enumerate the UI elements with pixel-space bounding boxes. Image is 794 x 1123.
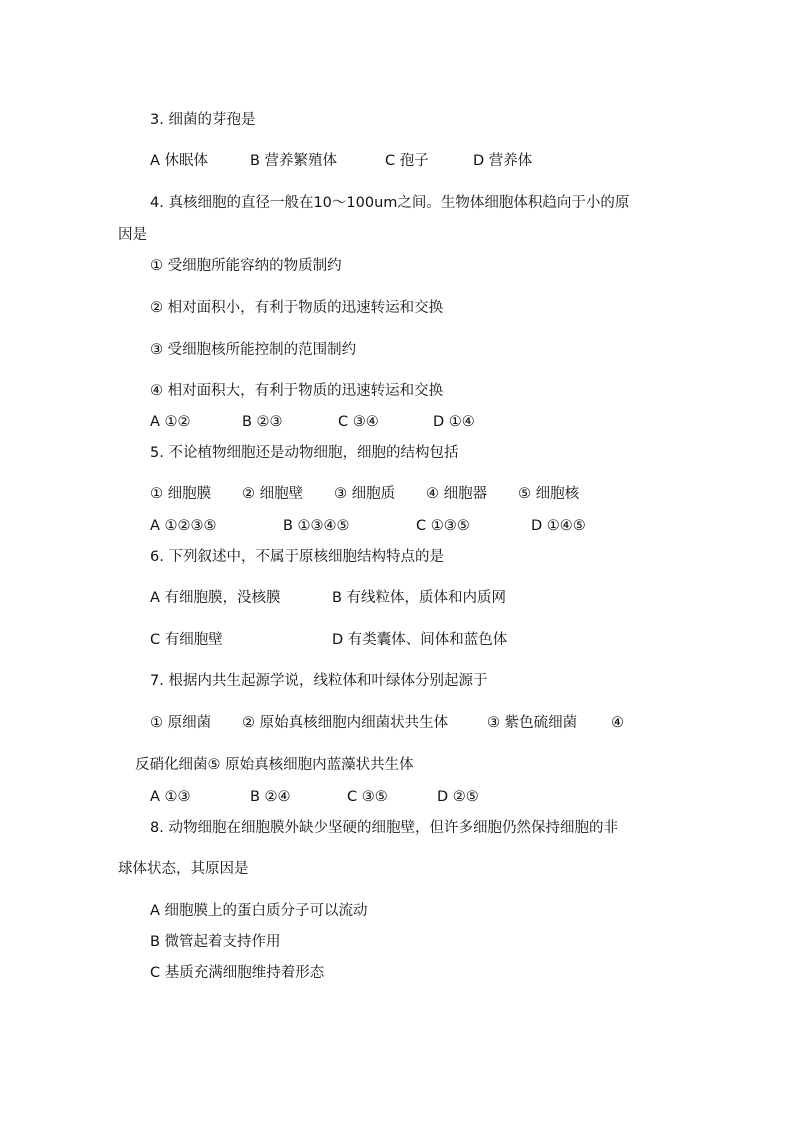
q3-option-a: A 休眠体 <box>150 153 209 169</box>
q3-option-d: D 营养体 <box>473 153 533 169</box>
q4-statement-3: ③ 受细胞核所能控制的范围制约 <box>150 342 357 358</box>
q7-item-3: ③ 紫色硫细菌 <box>487 715 578 731</box>
q5-item-5: ⑤ 细胞核 <box>518 486 580 502</box>
q4-options <box>150 412 475 432</box>
q6-option-c: C 有细胞壁 <box>150 632 223 648</box>
q5-item-3: ③ 细胞质 <box>334 486 396 502</box>
q7-option-d: D ②⑤ <box>437 789 479 805</box>
q4-option-d: D ①④ <box>433 414 475 430</box>
q4-option-b: B ②③ <box>242 414 283 430</box>
q8-stem: 8. 动物细胞在细胞膜外缺少坚硬的细胞壁，但许多细胞仍然保持细胞的非 <box>150 820 618 836</box>
q6-option-d: D 有类囊体、间体和蓝色体 <box>332 632 508 648</box>
q5-item-4: ④ 细胞器 <box>426 486 488 502</box>
q8-option-a: A 细胞膜上的蛋白质分子可以流动 <box>150 903 368 919</box>
q7-option-b: B ②④ <box>250 789 291 805</box>
q4-option-a: A ①② <box>150 414 191 430</box>
q3-stem: 3. 细菌的芽孢是 <box>150 112 256 128</box>
q7-item-2: ② 原始真核细胞内细菌状共生体 <box>242 715 449 731</box>
q7-items-line2: 反硝化细菌⑤ 原始真核细胞内蓝藻状共生体 <box>135 757 414 773</box>
q7-options <box>150 787 479 807</box>
q5-option-c: C ①③⑤ <box>416 518 470 534</box>
q4-stem-cont: 因是 <box>118 227 147 243</box>
q6-option-a: A 有细胞膜，没核膜 <box>150 590 281 606</box>
q4-statement-4: ④ 相对面积大，有利于物质的迅速转运和交换 <box>150 383 444 399</box>
q3-option-b: B 营养繁殖体 <box>250 153 338 169</box>
q7-items-line1 <box>150 713 624 733</box>
q6-options-row2 <box>150 630 507 650</box>
q3-options <box>150 151 532 171</box>
q5-item-2: ② 细胞壁 <box>242 486 304 502</box>
q5-option-b: B ①③④⑤ <box>283 518 350 534</box>
q7-option-c: C ③⑤ <box>347 789 388 805</box>
q3-option-c: C 孢子 <box>385 153 429 169</box>
q6-options-row1 <box>150 588 506 608</box>
q8-option-b: B 微管起着支持作用 <box>150 934 281 950</box>
q4-statement-1: ① 受细胞所能容纳的物质制约 <box>150 258 342 274</box>
q5-option-a: A ①②③⑤ <box>150 518 217 534</box>
q5-options <box>150 516 586 536</box>
q8-stem-cont: 球体状态，其原因是 <box>118 861 249 877</box>
q5-stem: 5. 不论植物细胞还是动物细胞，细胞的结构包括 <box>150 445 459 461</box>
q7-item-1: ① 原细菌 <box>150 715 212 731</box>
q5-option-d: D ①④⑤ <box>531 518 586 534</box>
q4-statement-2: ② 相对面积小，有利于物质的迅速转运和交换 <box>150 300 444 316</box>
q6-option-b: B 有线粒体，质体和内质网 <box>332 590 507 606</box>
q6-stem: 6. 下列叙述中，不属于原核细胞结构特点的是 <box>150 549 444 565</box>
q7-item-4: ④ <box>611 715 624 731</box>
q7-stem: 7. 根据内共生起源学说，线粒体和叶绿体分别起源于 <box>150 673 488 689</box>
q4-option-c: C ③④ <box>338 414 379 430</box>
q4-stem: 4. 真核细胞的直径一般在10～100um之间。生物体细胞体积趋向于小的原 <box>150 195 630 211</box>
q5-items <box>150 484 579 504</box>
q5-item-1: ① 细胞膜 <box>150 486 212 502</box>
q8-option-c: C 基质充满细胞维持着形态 <box>150 965 325 981</box>
q7-option-a: A ①③ <box>150 789 191 805</box>
